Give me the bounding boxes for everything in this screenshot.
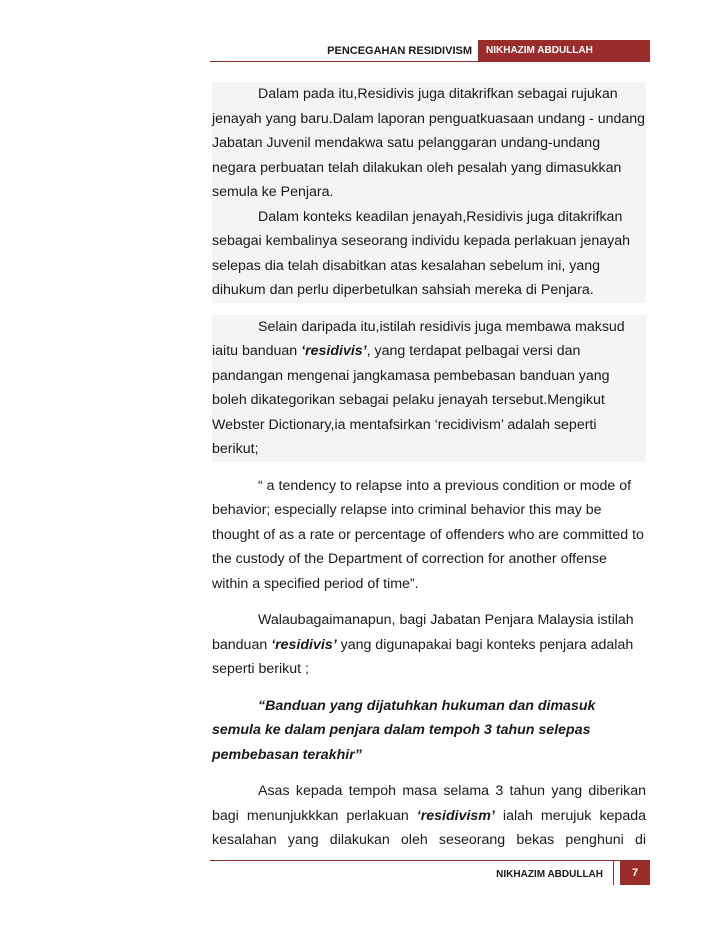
- paragraph-2: Dalam konteks keadilan jenayah,Residivis juga ditakrifkan sebagai kembalinya seseorang individu kepada perlakuan jenayah selepas dia telah disabitkan atas kesalahan sebelum ini, yang dihukum dan perlu diperbetulkan sahsiah mereka di Penjara.: [212, 205, 646, 303]
- header-author: NIKHAZIM ABDULLAH: [478, 40, 650, 62]
- term-residivis: ‘residivis’: [301, 343, 367, 359]
- definition-quote: [212, 694, 646, 768]
- paragraph-3-text-start: Selain daripada itu,istilah residivis juga membawa maksud iaitu banduan: [212, 318, 625, 359]
- paragraph-5-text-start: Walaubagaimanapun, bagi Jabatan Penjara Malaysia istilah banduan: [212, 612, 634, 653]
- quote-close-mark: ”: [354, 746, 362, 763]
- quote-webster: “ a tendency to relapse into a previous condition or mode of behavior; especially relapse into criminal behavior this may be thought of as a rate or percentage of offenders who are committed to the custody of the Department of correction for another offense within a specified period of time”.: [212, 477, 644, 592]
- document-body: [212, 82, 646, 853]
- paragraph-3-text-end: , yang terdapat pelbagai versi dan pandangan mengenai jangkamasa pembebasan banduan yang boleh dikategorikan sebagai pelaku jenayah tersebut.Mengikut Webster Dictionary,ia mentafsirkan ‘recidivism’ adalah seperti berikut;: [212, 343, 610, 457]
- page-number: 7: [620, 861, 650, 885]
- term-residivism: ‘residivism’: [416, 807, 495, 824]
- footer-author: NIKHAZIM ABDULLAH: [496, 861, 614, 885]
- page-header: [210, 40, 650, 62]
- paragraph-5: [212, 608, 646, 682]
- paragraph-7-text-start: Asas kepada tempoh masa selama 3 tahun yang diberikan bagi menunjukkkan perlakuan: [212, 783, 646, 824]
- definition-text: Banduan yang dijatuhkan hukuman dan dimasuk semula ke dalam penjara dalam tempoh 3 tahun selepas pembebasan terakhir: [212, 697, 596, 763]
- quote-open-mark: “: [258, 697, 266, 714]
- page-footer: [210, 860, 650, 885]
- paragraph-1: Dalam pada itu,Residivis juga ditakrifkan sebagai rujukan jenayah yang baru.Dalam laporan penguatkuasaan undang - undang Jabatan Juvenil mendakwa satu pelanggaran undang-undang negara perbuatan telah dilakukan oleh pesalah yang dimasukkan semula ke Penjara.: [212, 82, 646, 205]
- paragraph-7: [212, 779, 646, 853]
- term-residivis-2: ‘residivis’: [271, 636, 337, 653]
- header-title: PENCEGAHAN RESIDIVISM: [210, 40, 478, 62]
- paragraph-5-text-end: yang digunapakai bagi konteks penjara adalah seperti berikut ;: [212, 636, 634, 677]
- paragraph-7-text-end: ialah merujuk kepada kesalahan yang dilakukan oleh seseorang bekas penghuni di: [212, 807, 646, 848]
- paragraph-3: [212, 315, 646, 462]
